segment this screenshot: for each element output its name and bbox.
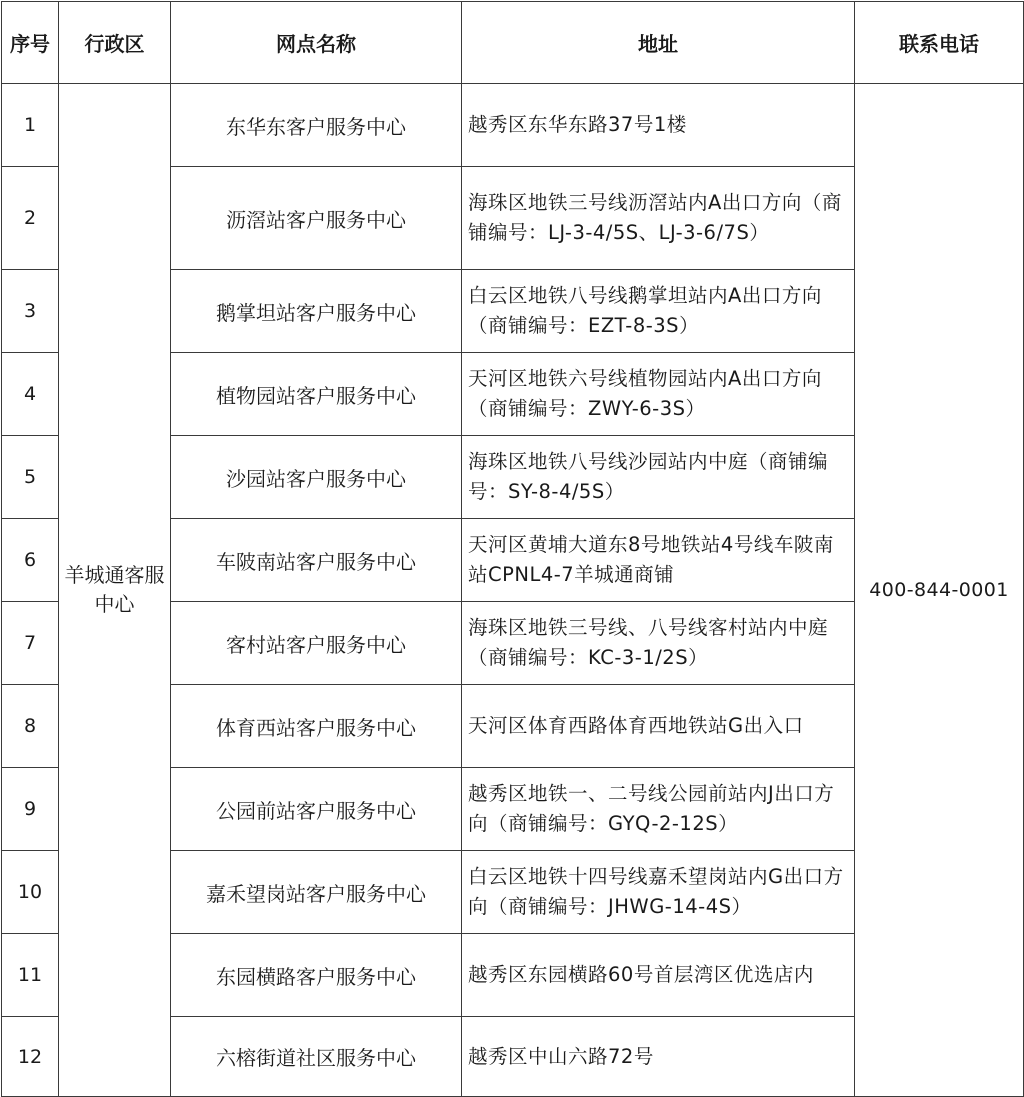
row-address: 天河区体育西路体育西地铁站G出入口 [462, 685, 855, 768]
row-seq: 4 [2, 353, 59, 436]
district-label: 羊城通客服中心 [64, 563, 165, 616]
row-address: 越秀区东园横路60号首层湾区优选店内 [462, 934, 855, 1017]
row-address: 天河区黄埔大道东8号地铁站4号线车陂南站CPNL4-7羊城通商铺 [462, 519, 855, 602]
row-address: 天河区地铁六号线植物园站内A出口方向（商铺编号：ZWY-6-3S） [462, 353, 855, 436]
row-name: 东华东客户服务中心 [171, 84, 462, 167]
row-address: 白云区地铁十四号线嘉禾望岗站内G出口方向（商铺编号：JHWG-14-4S） [462, 851, 855, 934]
service-center-table [1, 1, 1024, 1097]
row-seq: 11 [2, 934, 59, 1017]
row-address: 越秀区中山六路72号 [462, 1017, 855, 1097]
header-phone: 联系电话 [855, 2, 1024, 84]
phone-cell: 400-844-0001 [855, 84, 1024, 1097]
row-address: 越秀区地铁一、二号线公园前站内J出口方向（商铺编号：GYQ-2-12S） [462, 768, 855, 851]
row-seq: 6 [2, 519, 59, 602]
row-name: 东园横路客户服务中心 [171, 934, 462, 1017]
header-district: 行政区 [59, 2, 171, 84]
row-name: 公园前站客户服务中心 [171, 768, 462, 851]
table-row [2, 84, 1024, 167]
header-address: 地址 [462, 2, 855, 84]
row-name: 鹅掌坦站客户服务中心 [171, 270, 462, 353]
row-address: 海珠区地铁三号线、八号线客村站内中庭（商铺编号：KC-3-1/2S） [462, 602, 855, 685]
row-seq: 5 [2, 436, 59, 519]
row-name: 客村站客户服务中心 [171, 602, 462, 685]
row-seq: 10 [2, 851, 59, 934]
header-name: 网点名称 [171, 2, 462, 84]
row-name: 沙园站客户服务中心 [171, 436, 462, 519]
row-address: 越秀区东华东路37号1楼 [462, 84, 855, 167]
row-name: 嘉禾望岗站客户服务中心 [171, 851, 462, 934]
header-row [2, 2, 1024, 84]
row-name: 体育西站客户服务中心 [171, 685, 462, 768]
row-address: 海珠区地铁八号线沙园站内中庭（商铺编号：SY-8-4/5S） [462, 436, 855, 519]
row-name: 六榕街道社区服务中心 [171, 1017, 462, 1097]
row-seq: 12 [2, 1017, 59, 1097]
header-seq: 序号 [2, 2, 59, 84]
row-name: 沥滘站客户服务中心 [171, 167, 462, 270]
row-address: 白云区地铁八号线鹅掌坦站内A出口方向（商铺编号：EZT-8-3S） [462, 270, 855, 353]
row-seq: 8 [2, 685, 59, 768]
row-seq: 2 [2, 167, 59, 270]
row-seq: 3 [2, 270, 59, 353]
row-name: 车陂南站客户服务中心 [171, 519, 462, 602]
row-address: 海珠区地铁三号线沥滘站内A出口方向（商铺编号：LJ-3-4/5S、LJ-3-6/7S） [462, 167, 855, 270]
row-name: 植物园站客户服务中心 [171, 353, 462, 436]
district-cell [59, 84, 171, 1097]
row-seq: 7 [2, 602, 59, 685]
row-seq: 1 [2, 84, 59, 167]
row-seq: 9 [2, 768, 59, 851]
